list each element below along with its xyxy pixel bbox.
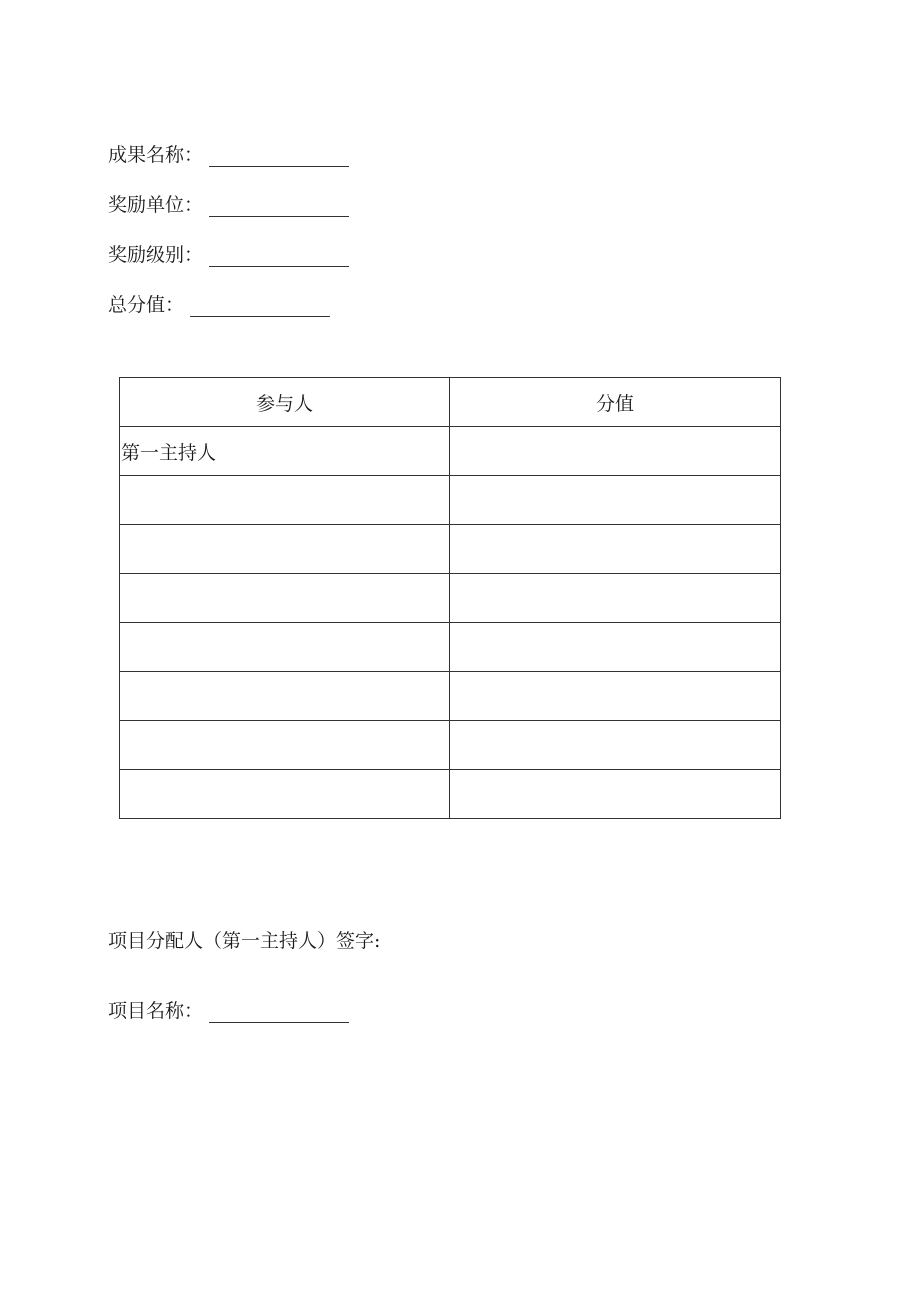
participant-cell[interactable] [120,672,450,721]
table-row [120,574,781,623]
project-name-field [108,999,349,1023]
achievement-name-label: 成果名称： [108,144,204,166]
total-score-field [108,293,330,317]
project-name-blank[interactable] [209,1004,349,1023]
score-cell[interactable] [450,427,781,476]
table-row [120,672,781,721]
score-column-header: 分值 [450,378,781,427]
score-cell[interactable] [450,672,781,721]
table-row [120,476,781,525]
award-unit-field [108,193,349,217]
table-row [120,427,781,476]
award-level-blank[interactable] [209,248,349,267]
table-row [120,525,781,574]
total-score-label: 总分值： [108,294,185,316]
score-cell[interactable] [450,721,781,770]
score-allocation-table [119,377,781,819]
participant-cell[interactable] [120,476,450,525]
award-unit-label: 奖励单位： [108,194,204,216]
achievement-name-blank[interactable] [209,148,349,167]
participant-cell[interactable] [120,623,450,672]
table-row [120,623,781,672]
table-row [120,721,781,770]
signature-label: 项目分配人（第一主持人）签字: [108,930,381,952]
table-row [120,770,781,819]
participant-cell[interactable] [120,525,450,574]
score-cell[interactable] [450,525,781,574]
score-cell[interactable] [450,770,781,819]
award-level-label: 奖励级别： [108,244,204,266]
table-header-row [120,378,781,427]
participant-cell[interactable] [120,721,450,770]
project-name-label: 项目名称： [108,1000,204,1022]
participant-cell[interactable] [120,574,450,623]
achievement-name-field [108,143,349,167]
signature-line [108,929,380,953]
score-cell[interactable] [450,574,781,623]
award-unit-blank[interactable] [209,198,349,217]
score-cell[interactable] [450,476,781,525]
total-score-blank[interactable] [190,298,330,317]
score-cell[interactable] [450,623,781,672]
participant-cell[interactable]: 第一主持人 [120,427,450,476]
participant-cell[interactable] [120,770,450,819]
award-level-field [108,243,349,267]
participant-column-header: 参与人 [120,378,450,427]
